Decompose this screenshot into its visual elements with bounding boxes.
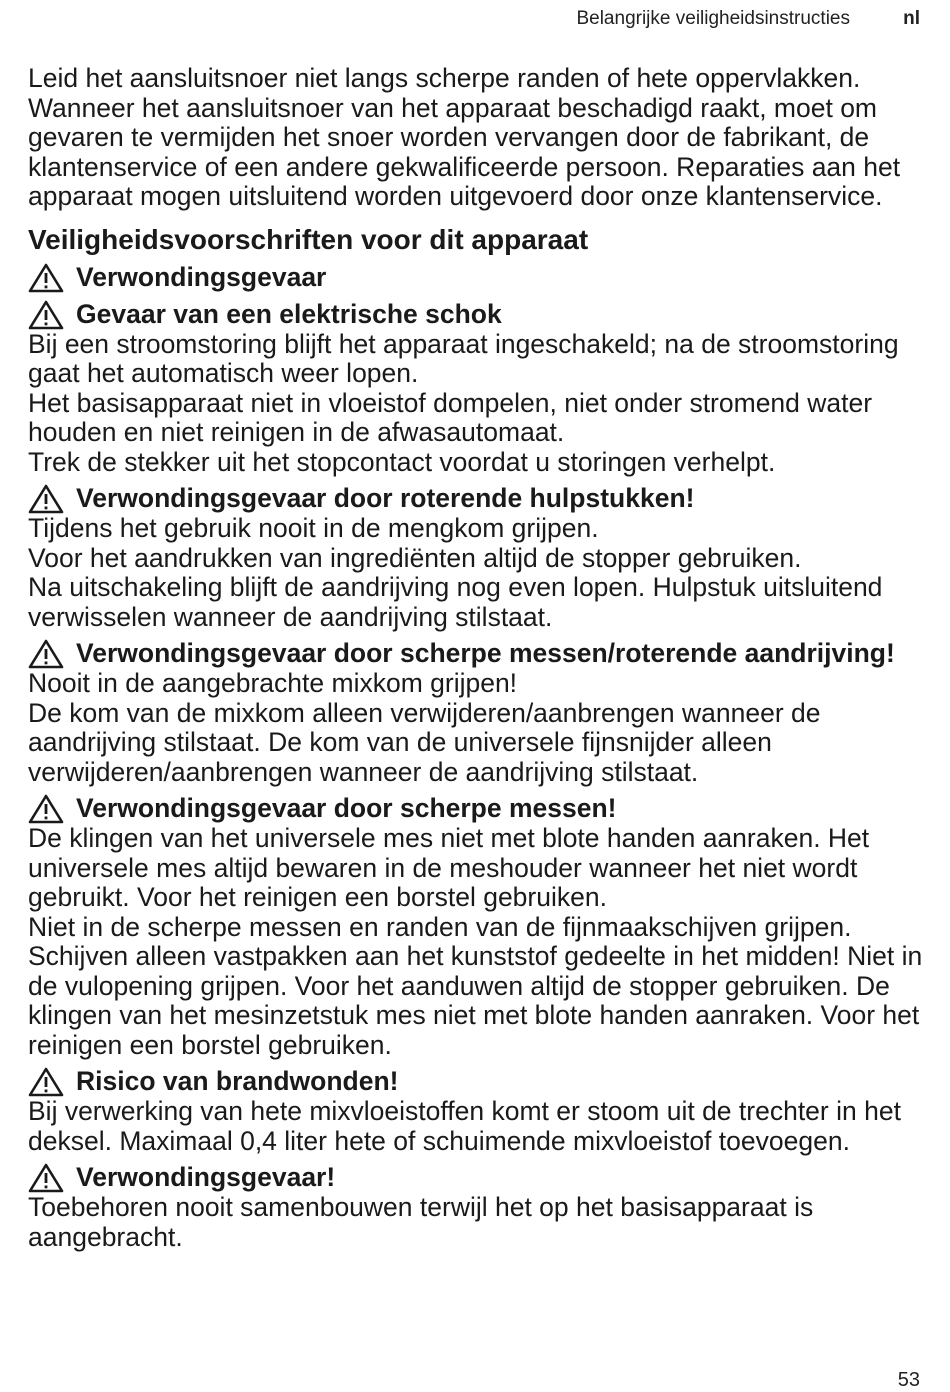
warning-paragraph: De kom van de mixkom alleen verwijderen/aanbrengen wanneer de aandrijving stilstaat. De kom van de universele fijnsnijder alleen verwijderen/aanbrengen wanneer de aandrijving stilstaat. bbox=[28, 697, 821, 787]
warning-triangle-icon bbox=[28, 484, 76, 514]
warning-title: Gevaar van een elektrische schok bbox=[76, 298, 502, 329]
warning-paragraph: Bij een stroomstoring blijft het apparaat ingeschakeld; na de stroomstoring gaat het automatisch weer lopen. bbox=[28, 328, 899, 388]
page-header bbox=[0, 6, 950, 32]
warning-title: Verwondingsgevaar door roterende hulpstukken! bbox=[76, 483, 695, 513]
warning-heading bbox=[28, 794, 923, 824]
warning-title: Verwondingsgevaar door scherpe messen/roterende aandrijving! bbox=[76, 638, 895, 668]
warning-block bbox=[28, 1067, 923, 1156]
warning-paragraph: Toebehoren nooit samenbouwen terwijl het op het basisapparaat is aangebracht. bbox=[28, 1192, 814, 1252]
warning-paragraph: Na uitschakeling blijft de aandrijving nog even lopen. Hulpstuk uitsluitend verwisselen wanneer de aandrijving stilstaat. bbox=[28, 572, 883, 632]
warning-block bbox=[28, 639, 923, 787]
warning-paragraph: Bij verwerking van hete mixvloeistoffen komt er stoom uit de trechter in het deksel. Maximaal 0,4 liter hete of schuimende mixvloeistof toevoegen. bbox=[28, 1096, 901, 1156]
page-content bbox=[28, 64, 923, 1252]
warning-paragraph: Voor het aandrukken van ingrediënten altijd de stopper gebruiken. bbox=[28, 542, 802, 573]
warning-block bbox=[28, 300, 923, 478]
warning-triangle-icon bbox=[28, 639, 76, 669]
header-language-code: nl bbox=[903, 8, 920, 29]
warning-title: Risico van brandwonden! bbox=[76, 1066, 399, 1096]
warnings-list bbox=[28, 263, 923, 1253]
warning-triangle-icon bbox=[28, 300, 76, 330]
warning-heading bbox=[28, 263, 923, 293]
warning-triangle-icon bbox=[28, 794, 76, 824]
warning-heading bbox=[28, 1067, 923, 1097]
warning-paragraph: Tijdens het gebruik nooit in de mengkom grijpen. bbox=[28, 513, 599, 543]
warning-triangle-icon bbox=[28, 1067, 76, 1097]
warning-paragraph: Niet in de scherpe messen en randen van de fijnmaakschijven grijpen. Schijven alleen vastpakken aan het kunststof gedeelte in het midden! Niet in de vulopening grijpen. Voor het aanduwen altijd de stopper gebruiken. De klingen van het mesinzetstuk mes niet met blote handen aanraken. Voor het reinigen een borstel gebruiken. bbox=[28, 911, 923, 1060]
warning-block bbox=[28, 1163, 923, 1252]
warning-heading bbox=[28, 484, 923, 514]
header-title: Belangrijke veiligheidsinstructies bbox=[576, 8, 850, 29]
warning-title: Verwondingsgevaar bbox=[76, 261, 327, 292]
warning-heading bbox=[28, 639, 923, 669]
warning-paragraph: De klingen van het universele mes niet met blote handen aanraken. Het universele mes altijd bewaren in de meshouder wanneer het niet wordt gebruikt. Voor het reinigen een borstel gebruiken. bbox=[28, 823, 870, 912]
warning-block bbox=[28, 484, 923, 632]
section-heading: Veiligheidsvoorschriften voor dit apparaat bbox=[28, 223, 589, 255]
warning-block bbox=[28, 794, 923, 1060]
warning-triangle-icon bbox=[28, 263, 76, 293]
warning-title: Verwondingsgevaar door scherpe messen! bbox=[76, 793, 617, 823]
warning-paragraph: Het basisapparaat niet in vloeistof dompelen, niet onder stromend water houden en niet reinigen in de afwasautomaat. bbox=[28, 387, 873, 447]
intro-paragraph: Leid het aansluitsnoer niet langs scherpe randen of hete oppervlakken. Wanneer het aansluitsnoer van het apparaat beschadigd raakt, moet om gevaren te vermijden het snoer worden vervangen door de fabrikant, de klantenservice of een andere gekwalificeerde persoon. Reparaties aan het apparaat mogen uitsluitend worden uitgevoerd door onze klantenservice. bbox=[28, 63, 901, 211]
warning-heading bbox=[28, 300, 923, 330]
warning-heading bbox=[28, 1163, 923, 1193]
warning-triangle-icon bbox=[28, 1163, 76, 1193]
warning-title: Verwondingsgevaar! bbox=[76, 1162, 336, 1192]
warning-block bbox=[28, 263, 923, 293]
page-number: 53 bbox=[897, 1369, 920, 1391]
warning-paragraph: Trek de stekker uit het stopcontact voordat u storingen verhelpt. bbox=[28, 446, 776, 477]
warning-paragraph: Nooit in de aangebrachte mixkom grijpen! bbox=[28, 668, 518, 698]
